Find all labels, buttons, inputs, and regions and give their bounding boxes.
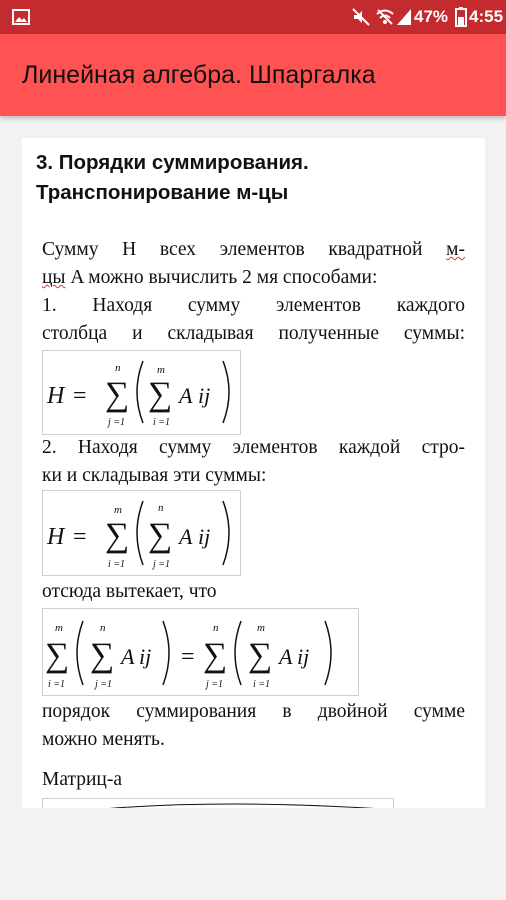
text-line: цы A можно вычислить 2 мя способами: xyxy=(42,267,378,288)
text-line: Сумму H всех элементов квадратной м- xyxy=(42,239,465,260)
svg-text:i =1: i =1 xyxy=(108,559,126,570)
svg-text:j =1: j =1 xyxy=(153,559,171,570)
svg-text:∑: ∑ xyxy=(203,637,228,674)
app-bar xyxy=(0,34,506,116)
paragraph-method-2 xyxy=(42,434,465,490)
svg-text:ij: ij xyxy=(198,524,211,549)
formula-3 xyxy=(42,608,359,696)
svg-text:∑: ∑ xyxy=(105,376,130,413)
svg-text:A: A xyxy=(179,383,193,408)
svg-text:∑: ∑ xyxy=(105,517,130,554)
text-line: можно менять. xyxy=(42,729,165,750)
svg-text:A: A xyxy=(179,524,193,549)
svg-text:m: m xyxy=(157,364,165,376)
svg-text:n: n xyxy=(115,362,121,374)
paragraph-conclusion xyxy=(42,698,465,754)
gallery-icon xyxy=(12,0,30,34)
svg-text:ij: ij xyxy=(198,383,211,408)
svg-text:j =1: j =1 xyxy=(95,679,113,690)
svg-text:∑: ∑ xyxy=(148,376,173,413)
content-card[interactable] xyxy=(22,138,485,808)
svg-text:H: H xyxy=(47,383,65,409)
text-line: 1. Находя сумму элементов каждого xyxy=(42,295,465,316)
signal-icon xyxy=(397,0,411,34)
battery-percent: 47% xyxy=(414,7,449,26)
heading-line: 3. Порядки суммирования. xyxy=(36,151,309,174)
text-line: столбца и складывая полученные суммы: xyxy=(42,323,465,344)
svg-text:i =1: i =1 xyxy=(253,679,271,690)
mute-icon xyxy=(352,0,370,34)
svg-text:∑: ∑ xyxy=(45,637,70,674)
clock: 4:55 xyxy=(469,7,504,26)
battery-icon xyxy=(455,0,467,34)
formula-1 xyxy=(42,350,241,435)
svg-text:A: A xyxy=(279,644,293,669)
text-line: ки и складывая эти суммы: xyxy=(42,465,267,486)
svg-text:=: = xyxy=(73,383,87,409)
svg-text:n: n xyxy=(100,622,106,634)
paragraph-method-1 xyxy=(42,292,465,348)
svg-text:=: = xyxy=(181,644,195,670)
formula-4-partial xyxy=(42,798,394,808)
svg-text:n: n xyxy=(213,622,219,634)
status-bar xyxy=(0,0,506,34)
svg-text:∑: ∑ xyxy=(148,517,173,554)
svg-text:A: A xyxy=(121,644,135,669)
svg-text:m: m xyxy=(114,504,122,516)
svg-text:ij: ij xyxy=(139,644,152,669)
svg-text:i =1: i =1 xyxy=(48,679,66,690)
section-heading xyxy=(36,148,476,208)
paragraph-matrix: Матриц-а xyxy=(42,769,123,790)
svg-text:i =1: i =1 xyxy=(153,417,171,428)
text-line: порядок суммирования в двойной сумме xyxy=(42,701,465,722)
formula-2 xyxy=(42,490,241,576)
svg-text:n: n xyxy=(158,502,164,514)
svg-text:m: m xyxy=(55,622,63,634)
svg-text:H: H xyxy=(47,524,65,550)
svg-text:j =1: j =1 xyxy=(108,417,126,428)
svg-text:ij: ij xyxy=(297,644,310,669)
paragraph-therefore: отсюда вытекает, что xyxy=(42,581,217,602)
wifi-off-icon xyxy=(376,0,394,34)
text-line: 2. Находя сумму элементов каждой стро- xyxy=(42,437,465,458)
svg-text:j =1: j =1 xyxy=(206,679,224,690)
heading-line: Транспонирование м-цы xyxy=(36,181,289,204)
svg-text:∑: ∑ xyxy=(248,637,273,674)
paragraph-intro xyxy=(42,236,465,292)
svg-text:m: m xyxy=(257,622,265,634)
svg-text:=: = xyxy=(73,524,87,550)
app-title: Линейная алгебра. Шпаргалка xyxy=(22,61,376,89)
svg-text:∑: ∑ xyxy=(90,637,115,674)
